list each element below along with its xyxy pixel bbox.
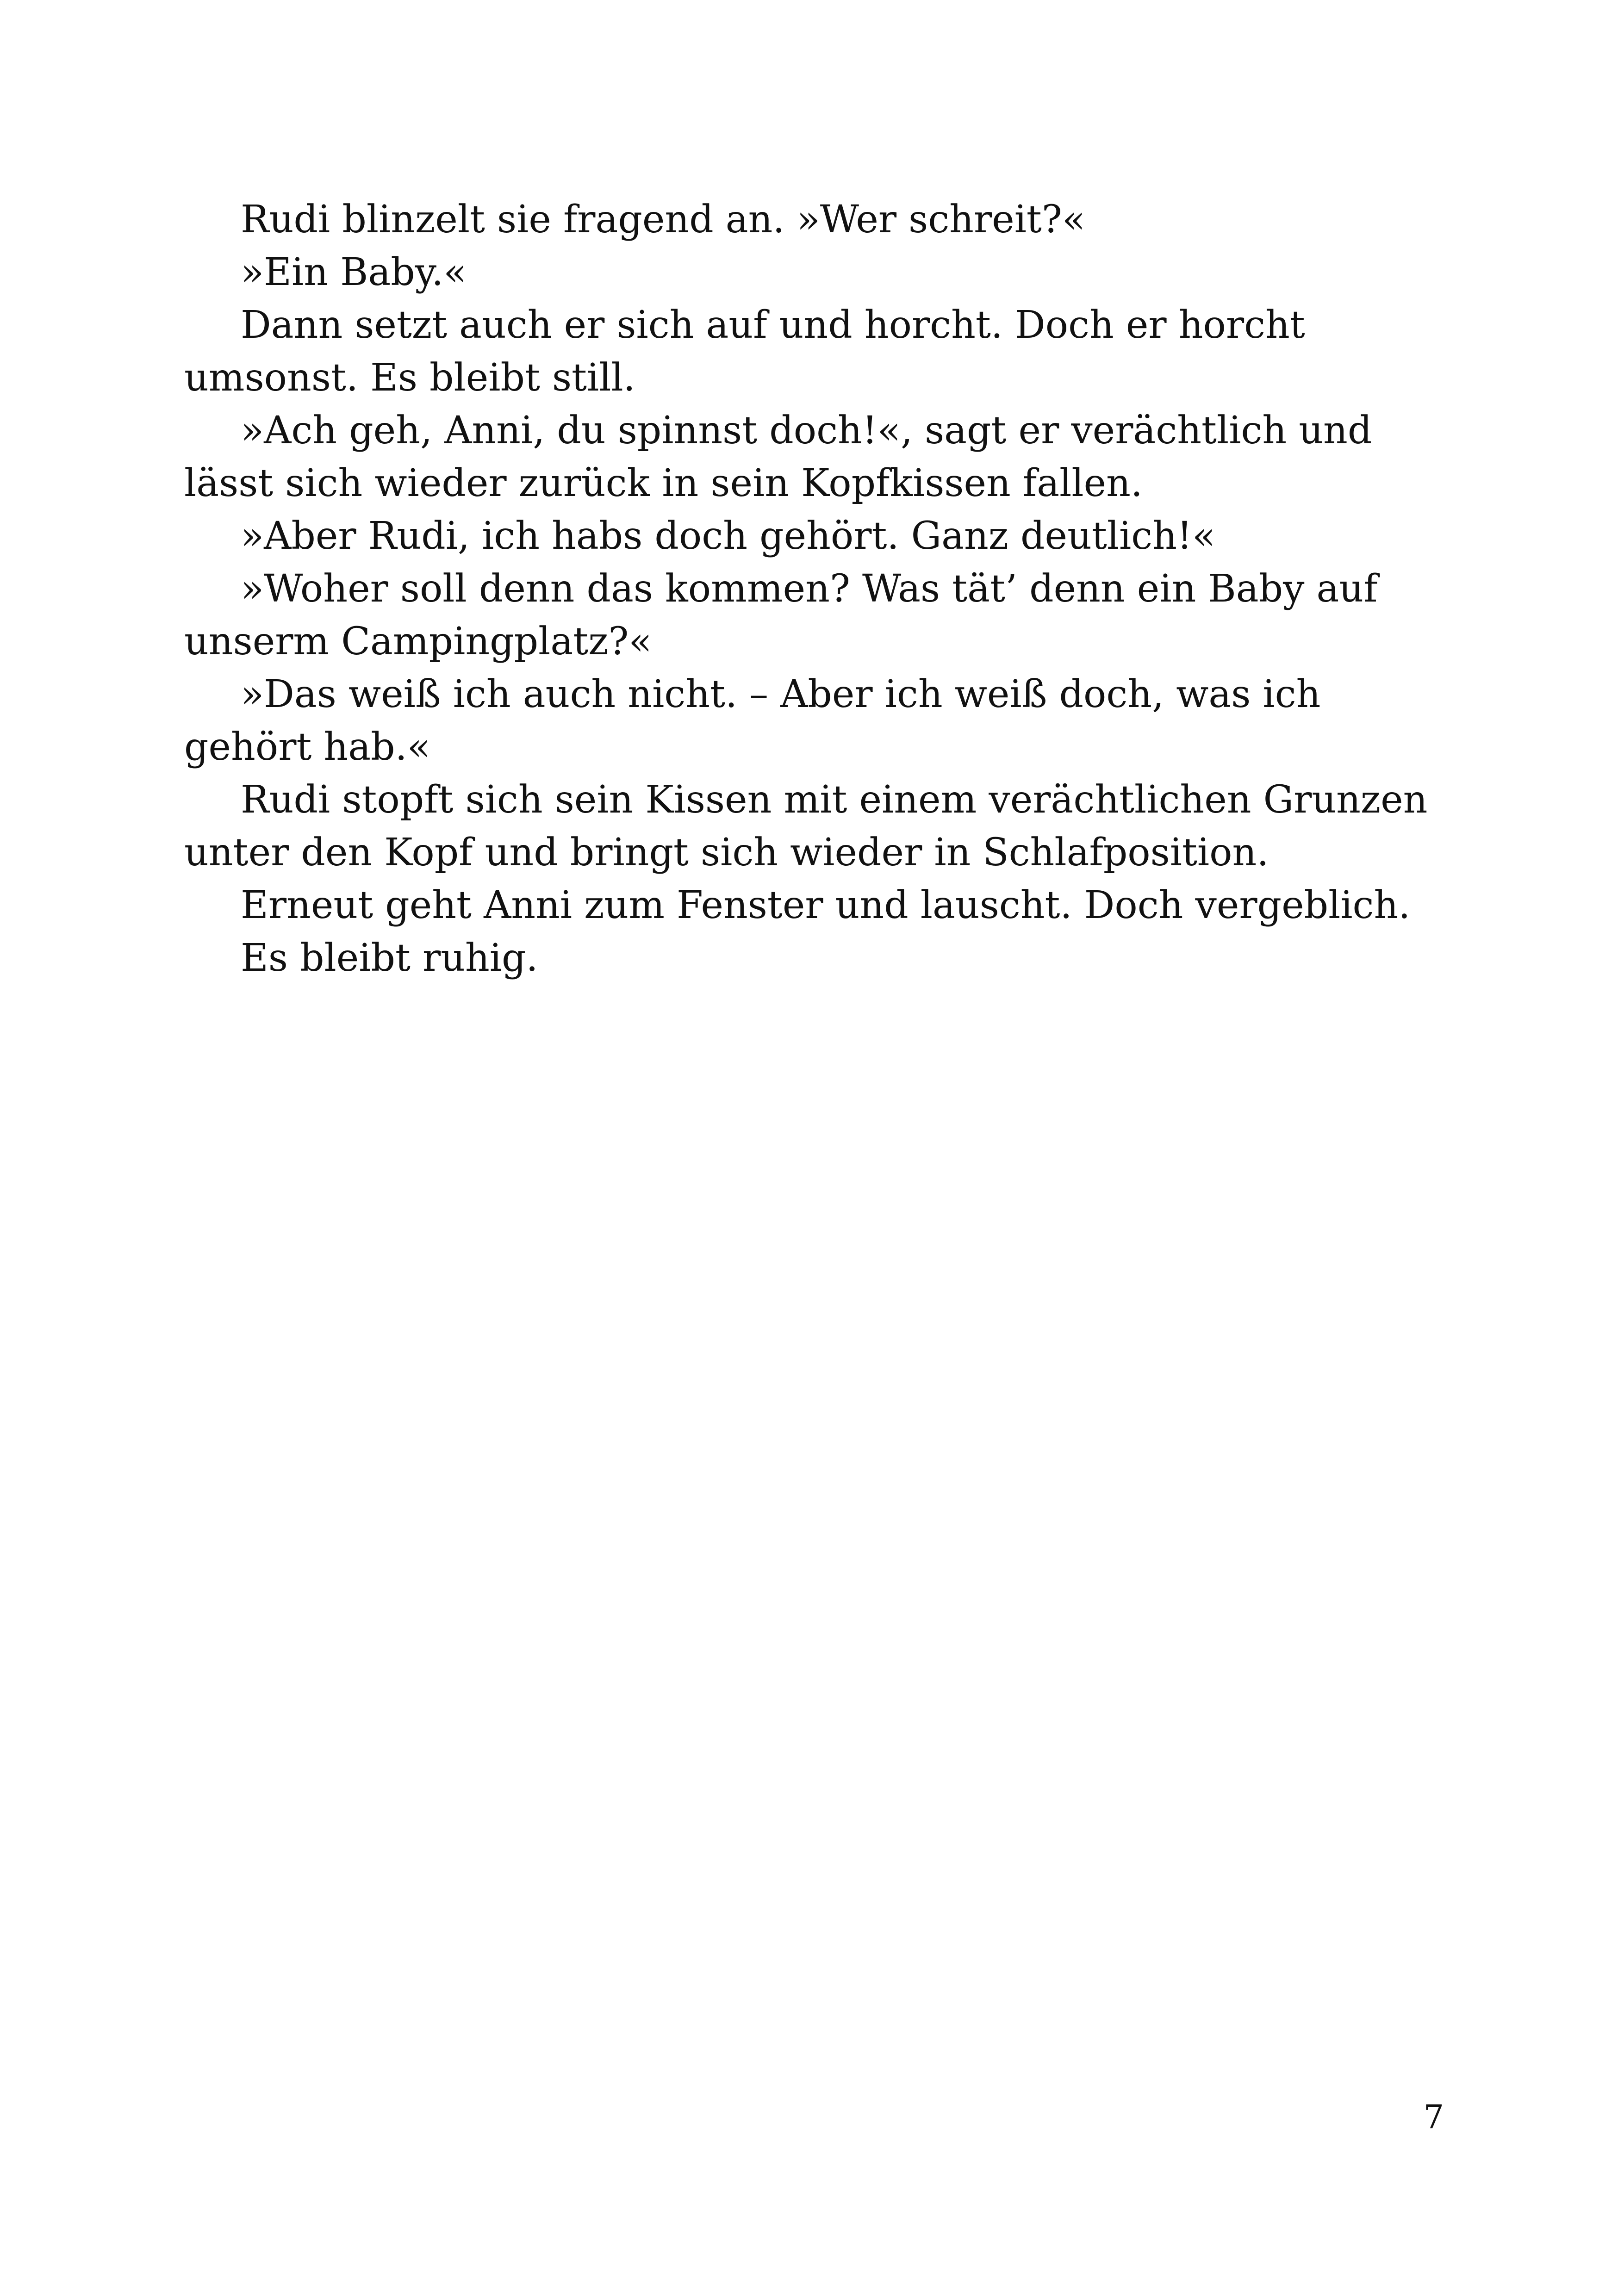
paragraph: »Ach geh, Anni, du spinnst doch!«, sagt er verächtlich und lässt sich wieder zurück in sein Kopfkissen fallen.: [184, 409, 1372, 505]
paragraph: »Ein Baby.«: [241, 250, 467, 294]
paragraph: »Woher soll denn das kommen? Was tät’ denn ein Baby auf unserm Campingplatz?«: [184, 567, 1378, 664]
paragraph: Erneut geht Anni zum Fenster und lauscht. Doch vergeblich.: [241, 883, 1411, 927]
page-number: 7: [1423, 2098, 1444, 2136]
paragraph: Rudi stopft sich sein Kissen mit einem verächtlichen Grunzen unter den Kopf und bringt sich wieder in Schlafposition.: [184, 778, 1428, 875]
paragraph: »Aber Rudi, ich habs doch gehört. Ganz deutlich!«: [241, 514, 1216, 558]
paragraph: Dann setzt auch er sich auf und horcht. Doch er horcht umsonst. Es bleibt still.: [184, 303, 1305, 400]
paragraph: Es bleibt ruhig.: [241, 936, 538, 980]
body-text: [184, 193, 1443, 985]
paragraph: Rudi blinzelt sie fragend an. »Wer schreit?«: [241, 198, 1086, 242]
paragraph: »Das weiß ich auch nicht. – Aber ich weiß doch, was ich gehört hab.«: [184, 672, 1321, 769]
